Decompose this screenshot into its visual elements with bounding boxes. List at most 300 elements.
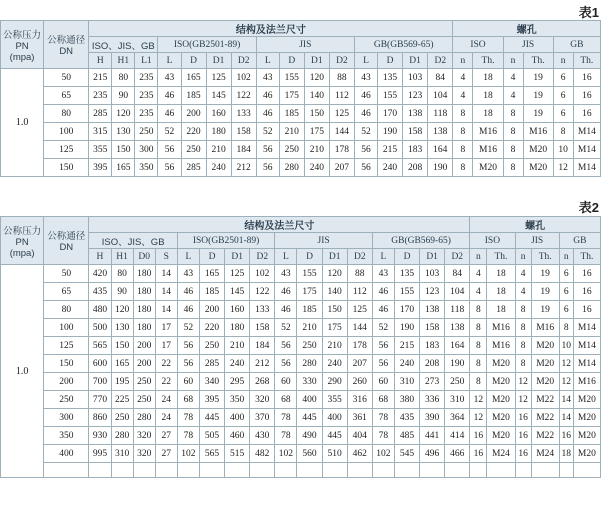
table-cell: 135 (394, 265, 419, 283)
table-cell: M14 (573, 319, 600, 337)
dn-cell: 65 (44, 87, 89, 105)
column-header: D1 (322, 249, 347, 265)
column-header: L (158, 53, 181, 69)
dn-cell: 50 (44, 265, 89, 283)
table-cell: 155 (378, 87, 403, 105)
table-cell: 12 (470, 391, 487, 409)
table-cell: 88 (347, 265, 372, 283)
table-cell: 19 (531, 283, 559, 301)
table-cell-empty (420, 463, 445, 478)
table-cell: M20 (487, 355, 515, 373)
table-cell: 183 (403, 141, 428, 159)
table-cell: 445 (199, 409, 224, 427)
table-cell: 133 (231, 105, 256, 123)
table-row (1, 445, 601, 463)
table-cell: 125 (225, 265, 250, 283)
table-cell: 380 (394, 391, 419, 409)
table-row (1, 427, 601, 445)
table-cell: 8 (559, 319, 573, 337)
table-cell: 370 (250, 409, 275, 427)
table-cell: M20 (523, 141, 553, 159)
table-cell: 60 (177, 373, 199, 391)
table-cell: 14 (155, 301, 177, 319)
table-cell: 8 (503, 159, 523, 177)
table-cell: 600 (89, 355, 111, 373)
table-cell: 8 (453, 123, 473, 141)
table-cell: 56 (177, 337, 199, 355)
table-cell: 300 (135, 141, 158, 159)
table-cell: 445 (322, 427, 347, 445)
table-cell: 10 (559, 337, 573, 355)
pn-header (1, 21, 44, 69)
table-cell: 120 (111, 301, 133, 319)
table-cell: 68 (372, 391, 394, 409)
table-cell: M20 (531, 355, 559, 373)
column-header: D (181, 53, 206, 69)
table-cell: 12 (515, 373, 531, 391)
column-header: L (256, 53, 279, 69)
table-cell: 14 (155, 283, 177, 301)
table-cell: 46 (275, 301, 297, 319)
table-cell-empty (394, 463, 419, 478)
dn-cell: 125 (44, 141, 89, 159)
subgroup-header: JIS (515, 233, 559, 249)
pn-header-line: 公称压力 (3, 225, 42, 237)
table-cell: 56 (372, 337, 394, 355)
table-cell: 138 (445, 319, 470, 337)
table-cell: 164 (445, 337, 470, 355)
column-header: L (275, 249, 297, 265)
column-header: D (279, 53, 304, 69)
table-cell: M14 (573, 159, 600, 177)
dn-cell: 100 (44, 319, 89, 337)
table-cell: 158 (250, 319, 275, 337)
table-cell: 6 (553, 69, 573, 87)
table-cell: 235 (135, 69, 158, 87)
table-cell: 6 (559, 283, 573, 301)
table-cell: 240 (225, 355, 250, 373)
table-cell: 210 (206, 141, 231, 159)
table-cell: 102 (250, 265, 275, 283)
table-cell: 4 (515, 283, 531, 301)
table-row (1, 283, 601, 301)
table-cell: 320 (250, 391, 275, 409)
table-cell: 18 (473, 69, 503, 87)
table-cell: M20 (573, 409, 600, 427)
column-header: Th. (573, 53, 600, 69)
column-header: n (470, 249, 487, 265)
column-header: S (155, 249, 177, 265)
table-cell: 46 (177, 301, 199, 319)
table-cell: 565 (199, 445, 224, 463)
table-cell-empty (111, 463, 133, 478)
table-cell: M20 (573, 391, 600, 409)
subgroup-header: GB(GB569-65) (354, 37, 452, 53)
table-cell: 123 (403, 87, 428, 105)
table-cell: M16 (473, 123, 503, 141)
table-cell: M14 (573, 123, 600, 141)
table-cell: 56 (372, 355, 394, 373)
table-cell: 190 (445, 355, 470, 373)
column-header: Th. (573, 249, 600, 265)
table-cell: 46 (354, 105, 377, 123)
table-cell: 180 (133, 319, 155, 337)
table-cell: 190 (428, 159, 453, 177)
table-cell: 17 (155, 337, 177, 355)
dn-cell: 250 (44, 391, 89, 409)
table-cell: M14 (573, 337, 600, 355)
table-cell: 8 (503, 141, 523, 159)
table-cell: 4 (470, 283, 487, 301)
column-header: D (378, 53, 403, 69)
table-cell: 6 (553, 105, 573, 123)
dn-cell: 100 (44, 123, 89, 141)
table-cell: M16 (487, 319, 515, 337)
subgroup-header: GB (553, 37, 600, 53)
table-cell: 165 (199, 265, 224, 283)
table-cell: 280 (133, 409, 155, 427)
column-header: D (394, 249, 419, 265)
table-cell: 140 (304, 87, 329, 105)
table-cell: 155 (279, 69, 304, 87)
table-cell: M20 (573, 445, 600, 463)
subgroup-header: GB (559, 233, 600, 249)
table-cell-empty (470, 463, 487, 478)
table-cell-empty (347, 463, 372, 478)
table-cell: 16 (515, 427, 531, 445)
table-cell: 320 (133, 445, 155, 463)
table-cell: 8 (503, 105, 523, 123)
table-cell: 104 (445, 283, 470, 301)
table-cell: 18 (473, 105, 503, 123)
table-cell: 19 (531, 265, 559, 283)
table-cell: 185 (199, 283, 224, 301)
table2-caption: 表2 (578, 200, 599, 215)
table-cell-empty (487, 463, 515, 478)
table-cell: 441 (420, 427, 445, 445)
table-cell: 16 (573, 105, 600, 123)
table-cell: 150 (112, 141, 135, 159)
table-cell: 56 (256, 141, 279, 159)
table-cell-empty (531, 463, 559, 478)
table-cell: 510 (322, 445, 347, 463)
table-cell: 56 (275, 355, 297, 373)
table-cell: 210 (322, 337, 347, 355)
table-cell: 250 (181, 141, 206, 159)
table-cell: 104 (428, 87, 453, 105)
pn-value: 1.0 (1, 69, 44, 177)
table-cell: 435 (89, 283, 111, 301)
table-cell: 24 (155, 409, 177, 427)
table-cell: M16 (531, 319, 559, 337)
table-cell: 183 (420, 337, 445, 355)
table-cell: 290 (322, 373, 347, 391)
table-cell: 10 (553, 141, 573, 159)
table-cell: 435 (394, 409, 419, 427)
table-cell: 316 (347, 391, 372, 409)
table-cell: 285 (89, 105, 112, 123)
table-cell: 195 (111, 373, 133, 391)
table-cell: 27 (155, 445, 177, 463)
table-cell: 185 (181, 87, 206, 105)
column-header: D0 (133, 249, 155, 265)
table-cell: 225 (111, 391, 133, 409)
table-cell: 250 (445, 373, 470, 391)
table-cell: M20 (531, 337, 559, 355)
dn-cell: 65 (44, 283, 89, 301)
table-cell: 60 (372, 373, 394, 391)
table-cell: 500 (89, 319, 111, 337)
dn-cell: 150 (44, 159, 89, 177)
table-cell: 78 (275, 409, 297, 427)
column-header: D1 (225, 249, 250, 265)
table-cell: 330 (297, 373, 322, 391)
column-header: D (297, 249, 322, 265)
table-cell: 155 (297, 265, 322, 283)
table-cell: 285 (181, 159, 206, 177)
table-cell: 80 (112, 69, 135, 87)
table-cell: 200 (181, 105, 206, 123)
table-cell: 207 (329, 159, 354, 177)
table-cell: 280 (111, 427, 133, 445)
table-cell: 310 (111, 445, 133, 463)
table-cell-empty (89, 463, 111, 478)
table-cell: 400 (225, 409, 250, 427)
table-cell: 160 (206, 105, 231, 123)
table-cell: 8 (515, 319, 531, 337)
table-cell: 133 (250, 301, 275, 319)
table-cell: 250 (199, 337, 224, 355)
subgroup-header: JIS (275, 233, 372, 249)
table-cell: 414 (445, 427, 470, 445)
table-cell: 80 (111, 265, 133, 283)
table-cell: 12 (553, 159, 573, 177)
group-structure-flange: 结构及法兰尺寸 (89, 21, 453, 37)
table-cell: 190 (394, 319, 419, 337)
table-cell: 165 (112, 159, 135, 177)
table-cell: 22 (155, 373, 177, 391)
table-cell: 16 (573, 69, 600, 87)
table-row (1, 105, 601, 123)
table-cell-empty (155, 463, 177, 478)
table-cell: 6 (559, 301, 573, 319)
table-cell: 19 (523, 69, 553, 87)
table-cell: 260 (347, 373, 372, 391)
table-cell-empty (133, 463, 155, 478)
table-cell: 118 (428, 105, 453, 123)
table-cell: 78 (372, 409, 394, 427)
subgroup-header: ISO (470, 233, 515, 249)
table-cell: 400 (297, 391, 322, 409)
table-cell: 68 (275, 391, 297, 409)
table-cell-empty (515, 463, 531, 478)
table-cell: 112 (347, 283, 372, 301)
table-cell: 46 (177, 283, 199, 301)
column-header: L1 (135, 53, 158, 69)
table-cell-empty (297, 463, 322, 478)
table-cell: 350 (225, 391, 250, 409)
table-cell: 90 (111, 283, 133, 301)
dn-header-line: DN (59, 242, 74, 253)
subgroup-header: GB(GB569-65) (372, 233, 469, 249)
table-cell: 102 (372, 445, 394, 463)
table-cell: 78 (372, 427, 394, 445)
table-cell: 178 (329, 141, 354, 159)
table-cell: 138 (420, 301, 445, 319)
table-cell: 364 (445, 409, 470, 427)
table-cell: 165 (111, 355, 133, 373)
table-cell: 8 (470, 373, 487, 391)
table-cell: 490 (297, 427, 322, 445)
table-cell: 43 (158, 69, 181, 87)
table-cell: 480 (89, 301, 111, 319)
column-header: L (372, 249, 394, 265)
table-cell: 138 (403, 105, 428, 123)
table-cell: 395 (199, 391, 224, 409)
table-cell: 515 (225, 445, 250, 463)
table-cell: 4 (503, 69, 523, 87)
subgroup-header: ISO (453, 37, 503, 53)
table-cell: 12 (470, 409, 487, 427)
table-cell: 43 (372, 265, 394, 283)
table-cell: 56 (354, 141, 377, 159)
table-cell-empty (225, 463, 250, 478)
table-cell: 56 (354, 159, 377, 177)
table-cell: 350 (135, 159, 158, 177)
table-cell: 56 (256, 159, 279, 177)
table-cell: M16 (573, 373, 600, 391)
table-cell: 485 (394, 427, 419, 445)
table-cell: 19 (523, 87, 553, 105)
table-cell: 208 (403, 159, 428, 177)
table-cell: 144 (329, 123, 354, 141)
table-cell: 355 (89, 141, 112, 159)
column-header: H1 (112, 53, 135, 69)
table-cell: M20 (487, 391, 515, 409)
column-header: n (453, 53, 473, 69)
table-cell: M20 (523, 159, 553, 177)
table-cell: 482 (250, 445, 275, 463)
table-cell: 210 (279, 123, 304, 141)
table-row (1, 159, 601, 177)
table-cell: 215 (89, 69, 112, 87)
table-cell: 250 (297, 337, 322, 355)
pn-header (1, 217, 44, 265)
table-cell: M22 (531, 391, 559, 409)
table-cell: M22 (531, 409, 559, 427)
table-cell: 14 (559, 409, 573, 427)
table-cell: 118 (445, 301, 470, 319)
table-cell: 4 (503, 87, 523, 105)
table-cell: 210 (297, 319, 322, 337)
table-cell: 240 (322, 355, 347, 373)
table-cell: 56 (158, 159, 181, 177)
table-cell: 140 (322, 283, 347, 301)
table-cell: 460 (225, 427, 250, 445)
table-cell: 18 (487, 283, 515, 301)
table-cell: 170 (378, 105, 403, 123)
column-header: Th. (473, 53, 503, 69)
table-cell-empty (250, 463, 275, 478)
table-cell-empty (275, 463, 297, 478)
column-header: n (553, 53, 573, 69)
table-cell: 6 (559, 265, 573, 283)
table-cell: 210 (225, 337, 250, 355)
column-header: H (89, 53, 112, 69)
table-cell: 145 (206, 87, 231, 105)
table-cell: 18 (473, 87, 503, 105)
pn-header-line: 公称压力 (3, 29, 42, 41)
column-header: D2 (329, 53, 354, 69)
table-cell: 46 (275, 283, 297, 301)
table-cell: 250 (133, 391, 155, 409)
dn-cell: 150 (44, 355, 89, 373)
table-cell: 125 (347, 301, 372, 319)
table-cell: M20 (487, 373, 515, 391)
table-row (1, 141, 601, 159)
pn-value: 1.0 (1, 265, 44, 478)
table-cell: 130 (111, 319, 133, 337)
table-cell: 220 (181, 123, 206, 141)
table-cell: 16 (470, 427, 487, 445)
table-cell: 280 (279, 159, 304, 177)
table-cell: 52 (177, 319, 199, 337)
table-cell: 462 (347, 445, 372, 463)
table-cell: 16 (515, 409, 531, 427)
table-row (1, 301, 601, 319)
dn-cell: 200 (44, 373, 89, 391)
column-header: L (354, 53, 377, 69)
table-cell: 180 (133, 301, 155, 319)
table-cell: 184 (231, 141, 256, 159)
table-cell: 52 (256, 123, 279, 141)
table-cell: 430 (250, 427, 275, 445)
table-cell: 78 (177, 409, 199, 427)
table-cell: 220 (199, 319, 224, 337)
table-cell: 120 (304, 69, 329, 87)
table-cell: 150 (322, 301, 347, 319)
table-cell: 46 (158, 105, 181, 123)
table-cell: 103 (420, 265, 445, 283)
column-header: D1 (403, 53, 428, 69)
column-header: Th. (523, 53, 553, 69)
column-header: D2 (250, 249, 275, 265)
table-cell: 361 (347, 409, 372, 427)
table-cell-empty (372, 463, 394, 478)
column-header: D (199, 249, 224, 265)
table-cell: 8 (553, 123, 573, 141)
table-cell: M14 (573, 355, 600, 373)
table-cell: 165 (181, 69, 206, 87)
table-cell: 207 (347, 355, 372, 373)
table-cell: 18 (487, 265, 515, 283)
dn-cell: 300 (44, 409, 89, 427)
table-cell: 8 (503, 123, 523, 141)
subgroup-header: ISO、JIS、GB (89, 37, 158, 53)
table-cell: 210 (304, 141, 329, 159)
table-cell: 180 (133, 265, 155, 283)
table-cell: 235 (89, 87, 112, 105)
column-header: H1 (111, 249, 133, 265)
table-cell: 8 (470, 301, 487, 319)
table-cell: 8 (515, 355, 531, 373)
subgroup-header: ISO、JIS、GB (89, 233, 177, 249)
table-cell: 43 (275, 265, 297, 283)
table-cell: 16 (573, 283, 600, 301)
table-cell: 180 (133, 283, 155, 301)
column-header: D2 (231, 53, 256, 69)
table-cell: 4 (453, 69, 473, 87)
